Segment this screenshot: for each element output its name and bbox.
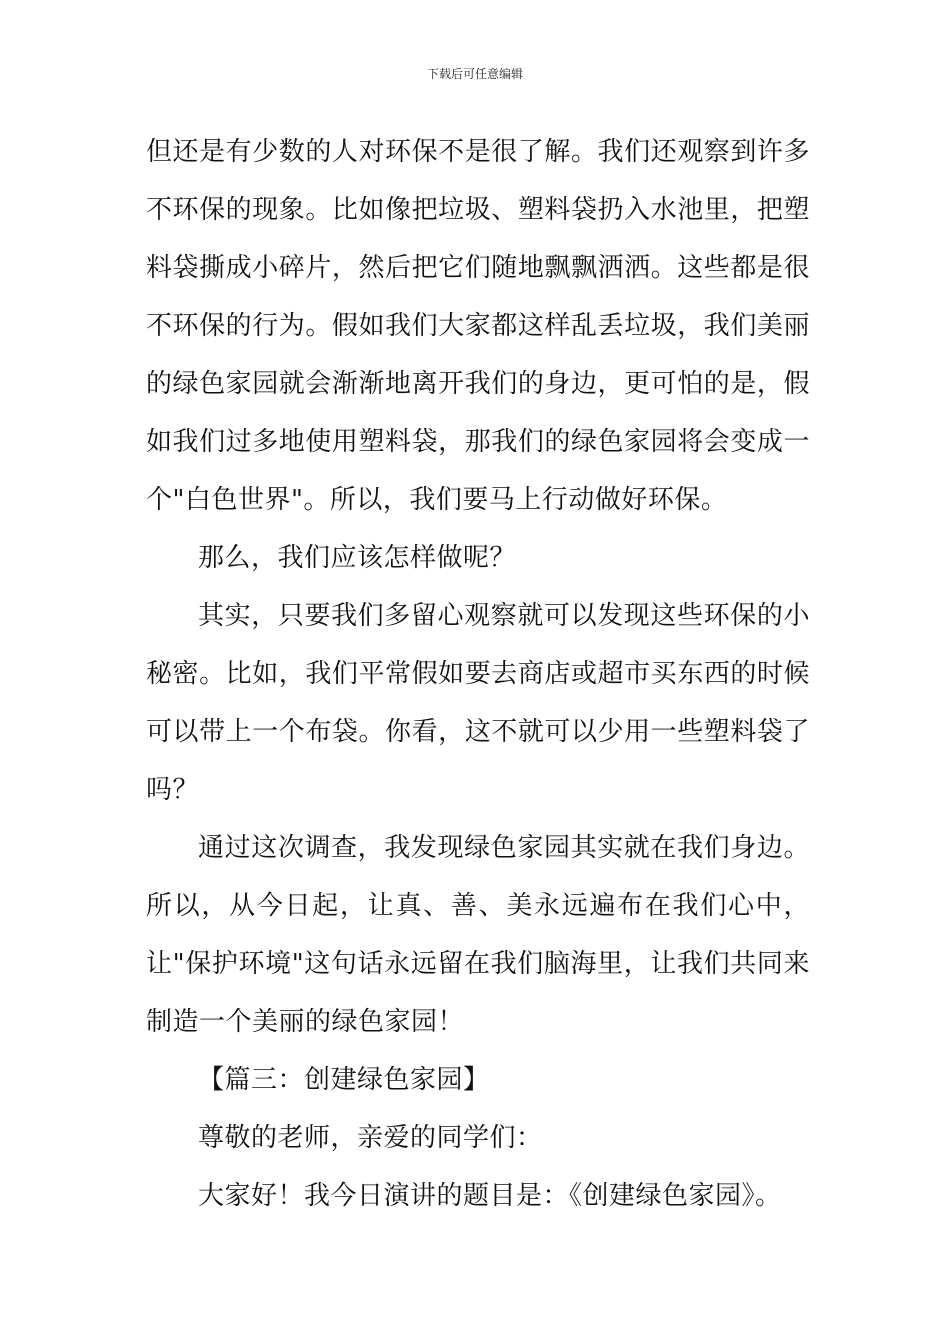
text-line: 大家好！我今日演讲的题目是：《创建绿色家园》。	[198, 1181, 782, 1211]
salutation-line: 尊敬的老师，亲爱的同学们：	[198, 1123, 543, 1153]
page-header: 下载后可任意编辑	[426, 67, 523, 81]
text-line: 不环保的现象。比如像把垃圾、塑料袋扔入水池里，把塑	[146, 195, 810, 225]
text-line: 让"保护环境"这句话永远留在我们脑海里，让我们共同来	[146, 949, 810, 979]
text-line: 料袋撕成小碎片，然后把它们随地飘飘洒洒。这些都是很	[146, 253, 810, 283]
text-line: 其实，只要我们多留心观察就可以发现这些环保的小	[198, 601, 810, 631]
text-line: 不环保的行为。假如我们大家都这样乱丢垃圾，我们美丽	[146, 311, 810, 341]
text-line: 吗？	[146, 775, 200, 805]
text-line: 秘密。比如，我们平常假如要去商店或超市买东西的时候	[146, 659, 810, 689]
document-body	[146, 129, 810, 1231]
section-heading: 【篇三：创建绿色家园】	[198, 1065, 490, 1095]
text-line: 的绿色家园就会渐渐地离开我们的身边，更可怕的是，假	[146, 369, 810, 399]
text-line: 但还是有少数的人对环保不是很了解。我们还观察到许多	[146, 137, 810, 167]
text-line: 通过这次调查，我发现绿色家园其实就在我们身边。	[198, 833, 810, 863]
text-line: 如我们过多地使用塑料袋，那我们的绿色家园将会变成一	[146, 427, 810, 457]
text-line: 个"白色世界"。所以，我们要马上行动做好环保。	[146, 485, 728, 515]
text-line: 制造一个美丽的绿色家园！	[146, 1007, 465, 1037]
text-line: 可以带上一个布袋。你看，这不就可以少用一些塑料袋了	[146, 717, 810, 747]
text-line: 所以，从今日起，让真、善、美永远遍布在我们心中，	[146, 891, 810, 921]
text-line: 那么，我们应该怎样做呢？	[198, 543, 517, 573]
